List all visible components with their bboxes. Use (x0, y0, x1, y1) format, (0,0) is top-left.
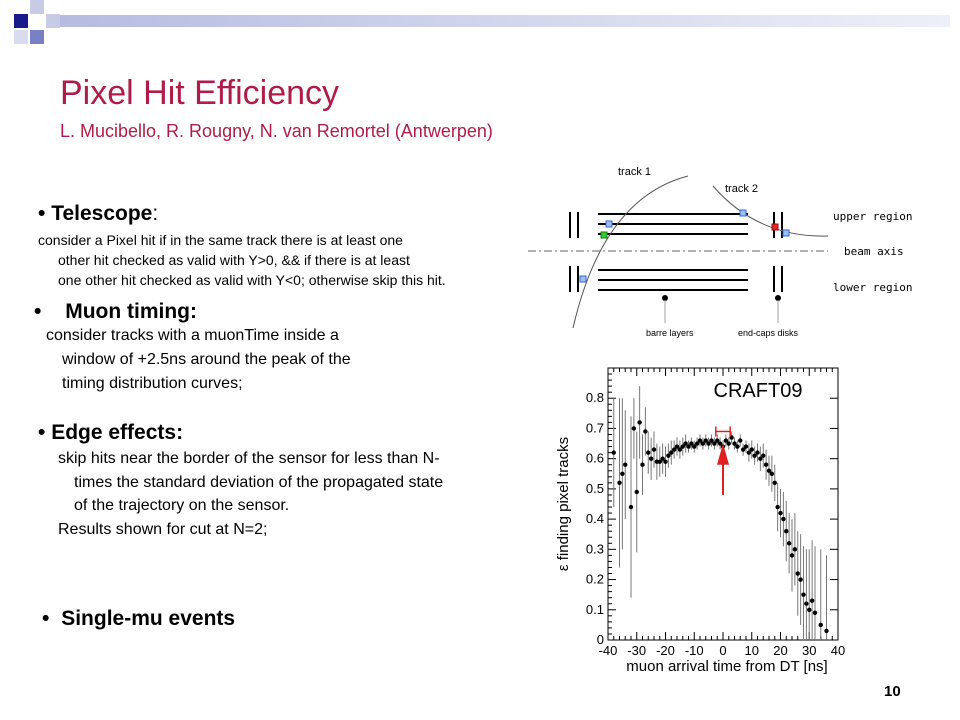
data-point (793, 547, 797, 551)
slide-subtitle: L. Mucibello, R. Rougny, N. van Remortel (Antwerpen) (60, 121, 493, 141)
lower-region-label: lower region (833, 281, 913, 294)
telescope-heading-text: Telescope (51, 202, 153, 225)
edge-effects-line-3: of the trajectory on the sensor. (74, 497, 290, 514)
data-point (787, 541, 791, 545)
x-tick-label: 10 (744, 643, 759, 658)
data-point (775, 505, 779, 509)
telescope-line-3: one other hit checked as valid with Y<0; otherwise skip this hit. (58, 272, 446, 288)
y-tick-label: 0.1 (585, 601, 604, 617)
barrel-layers-upper (598, 214, 748, 234)
data-point (635, 490, 639, 494)
data-point (790, 553, 794, 557)
upper-region-label: upper region (833, 210, 913, 223)
y-tick-label: 0.6 (585, 450, 604, 466)
muon-timing-heading (34, 300, 197, 324)
x-tick-label: 20 (773, 643, 788, 658)
data-point (810, 599, 814, 603)
edge-effects-line-1: skip hits near the border of the sensor for less than N- (58, 450, 440, 467)
data-point (735, 444, 739, 448)
data-point (819, 623, 823, 627)
data-point (640, 463, 644, 467)
data-point (637, 420, 641, 424)
x-tick-label: 0 (719, 643, 727, 658)
telescope-heading (38, 202, 158, 226)
detector-diagram (528, 158, 948, 348)
data-point (612, 450, 616, 454)
data-point (629, 505, 633, 509)
data-point (784, 529, 788, 533)
data-point (623, 463, 627, 467)
corner-square-mid (30, 30, 44, 44)
bullet: • (38, 421, 46, 444)
header-bar (60, 15, 950, 27)
edge-effects-heading-text: Edge effects: (51, 421, 184, 444)
data-point (663, 459, 667, 463)
x-tick-label: 30 (802, 643, 817, 658)
track-1-label: track 1 (618, 166, 652, 178)
barre-layers-label: barre layers (646, 328, 694, 338)
y-axis-label: ε finding pixel tracks (555, 436, 572, 572)
data-point (801, 592, 805, 596)
data-point (773, 481, 777, 485)
x-tick-label: -30 (627, 643, 647, 658)
muon-timing-heading-text: Muon timing: (65, 300, 197, 323)
bullet: • (34, 300, 42, 323)
data-point (744, 444, 748, 448)
telescope-line-1: consider a Pixel hit if in the same track there is at least one (38, 232, 403, 248)
y-tick-label: 0.2 (585, 571, 604, 587)
slide-title: Pixel Hit Efficiency (60, 74, 340, 112)
hit-marker (580, 276, 586, 282)
data-point (617, 481, 621, 485)
track-1-curve (573, 176, 688, 328)
data-point (643, 429, 647, 433)
x-tick-label: -20 (656, 643, 675, 658)
y-tick-label: 0 (596, 632, 604, 647)
data-point (770, 472, 774, 476)
muon-timing-line-1: consider tracks with a muonTime inside a (46, 327, 339, 344)
data-point (761, 453, 765, 457)
hit-marker (606, 221, 612, 227)
data-point (755, 450, 759, 454)
data-point (738, 438, 742, 442)
hit-marker-green (601, 232, 607, 238)
corner-square-light (30, 0, 44, 14)
x-tick-label: 40 (830, 643, 846, 658)
corner-square-light-2 (46, 14, 60, 28)
barrel-layers-lower (598, 270, 748, 290)
edge-effects-line-2: times the standard deviation of the propagated state (74, 474, 444, 491)
single-mu-heading-text: Single-mu events (61, 607, 236, 630)
data-point (620, 472, 624, 476)
efficiency-chart (540, 355, 860, 680)
data-point (796, 571, 800, 575)
y-tick-label: 0.4 (585, 511, 604, 527)
data-point (646, 450, 650, 454)
data-point (652, 447, 656, 451)
data-point (750, 447, 754, 451)
data-point (807, 608, 811, 612)
bullet: • (42, 607, 50, 630)
edge-effects-heading (38, 421, 183, 445)
telescope-colon: : (152, 202, 159, 225)
x-tick-label: -40 (598, 643, 618, 658)
telescope-line-2: other hit checked as valid with Y>0, && if there is at least (58, 252, 410, 268)
peak-arrow-head (717, 444, 729, 465)
single-mu-heading (42, 607, 235, 631)
data-point (727, 441, 731, 445)
muon-timing-line-3: timing distribution curves; (62, 375, 243, 392)
data-point (798, 577, 802, 581)
y-tick-label: 0.8 (585, 390, 604, 406)
x-tick-label: -10 (684, 643, 704, 658)
endcaps-label: end-caps disks (738, 328, 799, 338)
y-tick-label: 0.3 (585, 541, 604, 557)
hit-marker (783, 230, 789, 236)
data-point (804, 602, 808, 606)
page-number: 10 (884, 683, 901, 700)
muon-timing-line-2: window of +2.5ns around the peak of the (62, 351, 351, 368)
corner-square-light-3 (14, 30, 28, 44)
data-point (649, 456, 653, 460)
corner-square-dark (14, 14, 28, 28)
track-2-label: track 2 (725, 183, 759, 195)
edge-effects-line-4: Results shown for cut at N=2; (58, 521, 268, 538)
data-point (778, 511, 782, 515)
bullet: • (38, 202, 46, 225)
beam-axis-label: beam axis (844, 245, 904, 258)
data-point (764, 463, 768, 467)
y-tick-label: 0.5 (585, 480, 604, 496)
data-point (632, 426, 636, 430)
data-point (813, 611, 817, 615)
chart-title: CRAFT09 (713, 380, 803, 402)
hit-marker-red (772, 224, 778, 230)
hit-marker (740, 210, 746, 216)
data-point (824, 629, 828, 633)
x-axis-label: muon arrival time from DT [ns] (626, 658, 828, 675)
data-point (781, 517, 785, 521)
y-tick-label: 0.7 (585, 420, 604, 436)
